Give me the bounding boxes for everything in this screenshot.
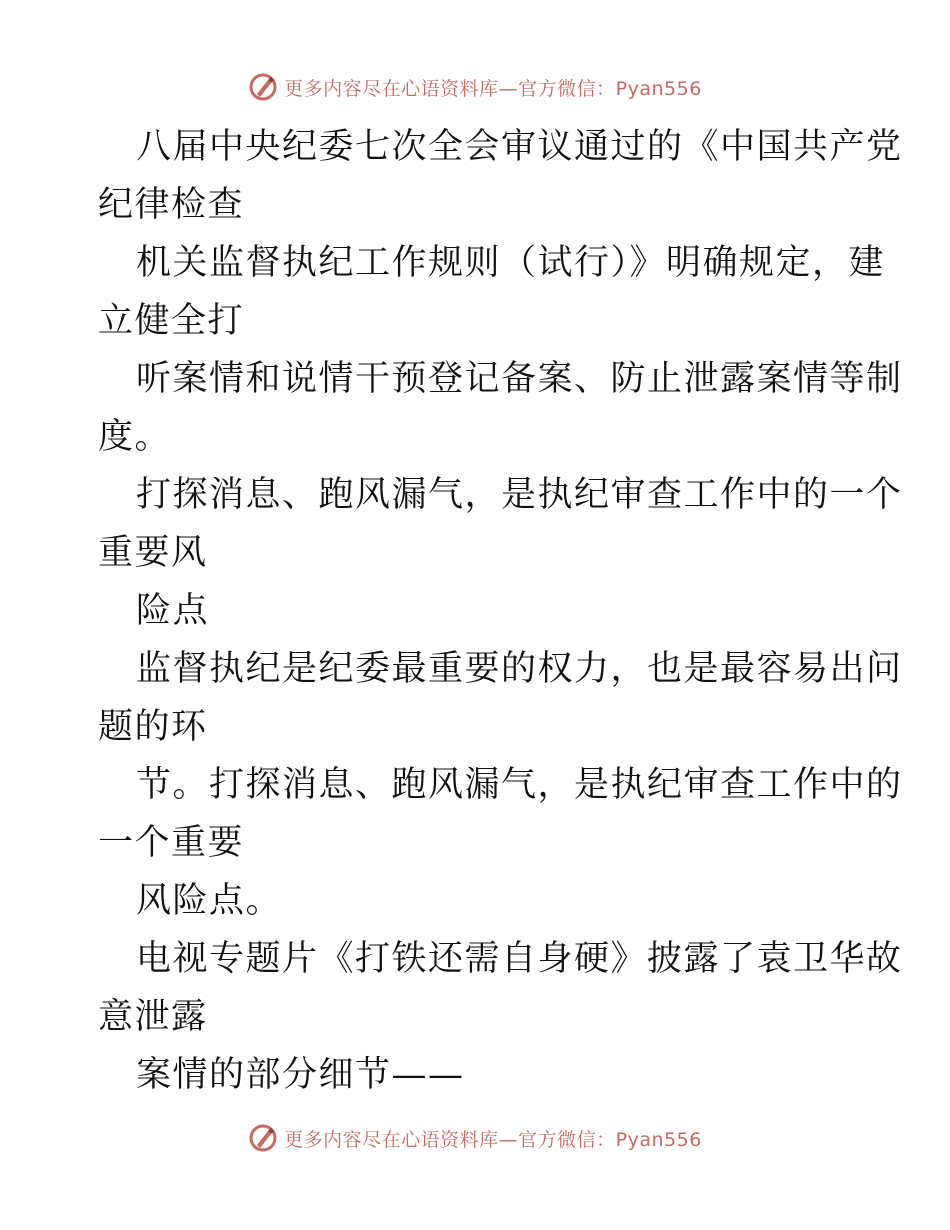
text-line: 听案情和说情干预登记备案、防止泄露案情等制 xyxy=(136,359,903,399)
text-line: 意泄露 xyxy=(98,997,208,1037)
pen-logo-icon xyxy=(248,72,278,102)
text-line: 节。打探消息、跑风漏气，是执纪审查工作中的 xyxy=(136,765,903,805)
watermark-text: 更多内容尽在心语资料库—官方微信：Pyan556 xyxy=(284,1128,702,1151)
footer-watermark xyxy=(0,1123,950,1153)
text-line: 监督执纪是纪委最重要的权力，也是最容易出问 xyxy=(136,649,903,689)
text-line: 八届中央纪委七次全会审议通过的《中国共产党 xyxy=(136,127,903,167)
text-line: 打探消息、跑风漏气，是执纪审查工作中的一个 xyxy=(136,475,903,515)
text-line: 案情的部分细节—— xyxy=(136,1055,465,1095)
header-watermark xyxy=(0,72,950,102)
document-body xyxy=(98,118,903,1104)
text-line: 风险点。 xyxy=(136,881,283,921)
text-line: 电视专题片《打铁还需自身硬》披露了袁卫华故 xyxy=(136,939,903,979)
pen-logo-icon xyxy=(248,1123,278,1153)
text-line: 一个重要 xyxy=(98,823,245,863)
text-line: 纪律检查 xyxy=(98,185,245,225)
watermark-text: 更多内容尽在心语资料库—官方微信：Pyan556 xyxy=(284,77,702,100)
text-line: 题的环 xyxy=(98,707,208,747)
text-line: 机关监督执纪工作规则（试行）》明确规定，建 xyxy=(136,243,886,283)
text-line: 立健全打 xyxy=(98,301,245,341)
text-line: 重要风 xyxy=(98,533,208,573)
text-line: 度。 xyxy=(98,417,172,457)
text-line: 险点 xyxy=(136,591,210,631)
